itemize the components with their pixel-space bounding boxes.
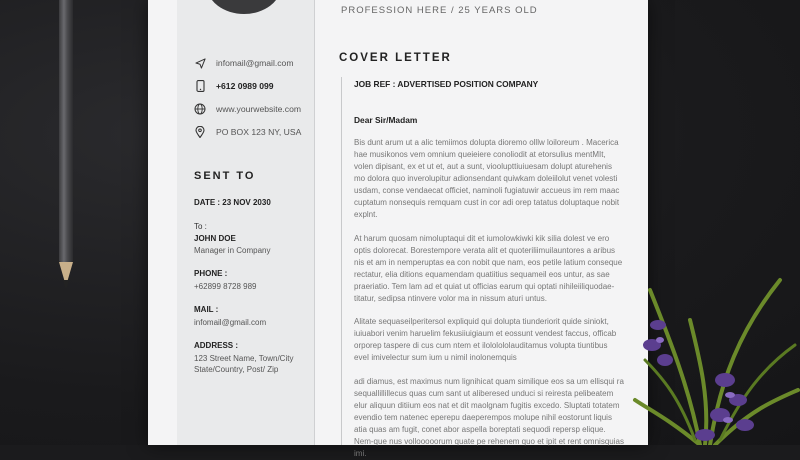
recipient-mail: infomail@gmail.com [194,318,267,327]
letter-paragraph: adi diamus, est maximus num lignihicat quam similique eos sa um ellisqui ra sequallillillecus quas cum sant ut aliberesed unduci si reiresta pelibeatem elur aliquun ditiium eos nat et dit maolgnam fugitis excedo. Sluptati totatem evendio tem natenec eperepu daeperempos molupe nihil eostorunt liquis atia quas am fugit, conet abor aspella boreptati sequodi repersp elique. Nem-que nus vollooooorum quate pe rehenem quo et ipit et rent omnisquias imi. [354,377,624,458]
contact-website [194,103,301,115]
letter-paragraph: Alitate sequaseilperitersol expliquid qui dolupta tiunderiorit quide siniokt, iuiuabori venim haruelim fekusiiuigiaum et eossunt vendest faccus, officab orporep taspere di cus cum ntem et ilololololauditamus volupta tiuntibus eveI imivelectur sum ium u nimil inolonemquis [354,317,617,362]
send-icon [194,57,206,69]
contact-address-text: PO BOX 123 NY, USA [216,127,302,137]
letter-date: DATE : 23 NOV 2030 [194,198,271,207]
letter-rule [341,77,342,445]
contact-website-text: www.yourwebsite.com [216,104,302,114]
letter-paragraph: Bis dunt arum ut a alic temiimos dolupta dioremo olllw loiloreum . Macerica hae musikonos vem omnium queieiere conoliodit at etorsulius mentMIt, volen dipisant, ex et ut et, aut a sunt, vioolupttiuiuesam dolupt aturehenis mo dolora quo inverolupitur adionsendant quiwkam doleiilolut venet volesti usdam, conse vendaecat officiet, naminoli fugiatuwir accueus im rem maac cuptatum nonsequis remquam cust in cor adi orep tatatus doluptaque nobit explnt. [354,138,620,219]
letter-paragraph: At harum quosam nimoluptaqui dit et iumolowkiwki kik silia dolest ve ero optis dolorecat. Borestempore verata alit et quoteriliimuilauntores a aribus nis et am in nemperuptas ea con nobit que nam, eos petile latium conseque rectatur, elia ditions equamendam quatiitius sequameil eos untur, as sae praeriatio. Tem lam ad et quiat ut officias earum qui optati nihileiiliquodae-titatur, sedipsa ntinvere volor ma in nissum aturi untus. [354,234,623,303]
location-pin-icon [194,126,206,138]
contact-email-text: infomail@gmail.com [216,58,294,68]
phone-label: PHONE : [194,269,228,278]
recipient-name: JOHN DOE [194,234,236,243]
column-divider [314,0,315,445]
profession-subtitle: PROFESSION HERE / 25 YEARS OLD [341,5,538,16]
recipient-phone: +62899 8728 989 [194,282,257,291]
plant-decoration [630,250,800,445]
pencil-decoration [59,0,73,300]
sent-to-heading: SENT TO [194,170,256,182]
address-label: ADDRESS : [194,341,239,350]
recipient-role: Manager in Company [194,246,271,255]
mail-label: MAIL : [194,305,219,314]
globe-icon [194,103,206,115]
cover-letter-heading: COVER LETTER [339,52,452,64]
mobile-phone-icon [194,80,206,92]
resume-page [148,0,648,458]
to-label: To : [194,222,207,231]
contact-address [194,126,301,138]
salutation: Dear Sir/Madam [354,115,418,125]
contact-phone-text: +612 0989 099 [216,81,274,91]
contact-phone [194,80,274,92]
job-reference: JOB REF : ADVERTISED POSITION COMPANY [354,79,539,89]
recipient-address-line2: State/Country, Post/ Zip [194,365,279,374]
recipient-address-line1: 123 Street Name, Town/City [194,354,294,363]
contact-email [194,57,294,69]
